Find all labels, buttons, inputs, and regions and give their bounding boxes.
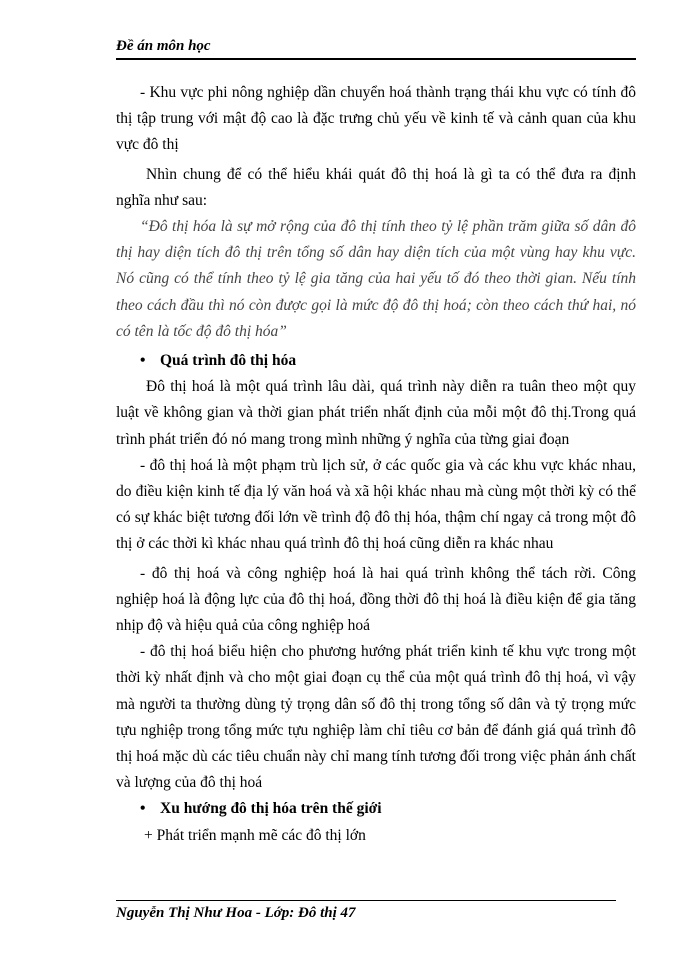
page-header: Đề án môn học — [116, 38, 211, 54]
page-footer: Nguyễn Thị Như Hoa - Lớp: Đô thị 47 — [116, 905, 356, 921]
header-divider — [116, 58, 636, 60]
paragraph-7: + Phát triển mạnh mẽ các đô thị lớn — [144, 826, 366, 844]
paragraph-5: - đô thị hoá và công nghiệp hoá là hai quá trình không thể tách rời. Công nghiệp hoá là động lực của đô thị hoá, đồng thời đô thị hoá là điều kiện để gia tăng nhịp độ và hiệu quả của công nghiệp hoá — [116, 564, 636, 635]
paragraph-1: - Khu vực phi nông nghiệp dần chuyển hoá thành trạng thái khu vực có tính đô thị tập trung với mật độ cao là đặc trưng chủ yếu về kinh tế và cảnh quan của khu vực đô thị — [116, 84, 636, 154]
paragraph-2: Nhìn chung để có thể hiểu khái quát đô thị hoá là gì ta có thể đưa ra định nghĩa như sau: — [116, 165, 636, 209]
heading-text: Xu hướng đô thị hóa trên thế giới — [160, 800, 382, 818]
document-body — [116, 80, 636, 849]
bullet-icon: • — [140, 352, 146, 370]
footer-divider — [116, 900, 616, 901]
heading-text: Quá trình đô thị hóa — [160, 352, 297, 370]
paragraph-3: Đô thị hoá là một quá trình lâu dài, quá trình này diễn ra tuân theo một quy luật về không gian và thời gian phát triển nhất định của mỗi một đô thị.Trong quá trình phát triển đó nó mang trong mình những ý nghĩa của từng giai đoạn — [116, 378, 636, 448]
definition-quote: “Đô thị hóa là sự mở rộng của đô thị tính theo tỷ lệ phần trăm giữa số dân đô thị hay diện tích đô thị trên tổng số dân hay diện tích của một vùng hay khu vực. Nó cũng có thể tính theo tỷ lệ gia tăng của hai yếu tố đó theo thời gian. Nếu tính theo cách đầu thì nó còn được gọi là mức độ đô thị hoá; còn theo cách thứ hai, nó có tên là tốc độ đô thị hóa” — [116, 218, 636, 340]
bullet-icon: • — [140, 800, 146, 818]
section-heading-trends — [116, 796, 636, 822]
paragraph-4: - đô thị hoá là một phạm trù lịch sử, ở các quốc gia và các khu vực khác nhau, do điều kiện kinh tế địa lý văn hoá và xã hội khác nhau mà cùng một thời kỳ có thể có sự khác biệt tương đối lớn về trình độ đô thị hóa, thậm chí ngay cả trong một đô thị ở các thời kì khác nhau quá trình đô thị hoá cũng diễn ra khác nhau — [116, 456, 636, 553]
paragraph-6: - đô thị hoá biểu hiện cho phương hướng phát triển kinh tế khu vực trong một thời kỳ nhất định và cho một giai đoạn cụ thể của một quá trình đô thị hoá, vì vậy mà người ta thường dùng tỷ trọng dân số đô thị trong tổng số dân và tỷ trọng mức tựu nghiệp trong tổng mức tựu nghiệp làm chỉ tiêu cơ bản để đánh giá quá trình đô thị hoá mặc dù các tiêu chuẩn này chỉ mang tính tương đối trong việc phản ánh chất và lượng của đô thị hoá — [116, 643, 636, 792]
section-heading-process — [116, 348, 636, 374]
